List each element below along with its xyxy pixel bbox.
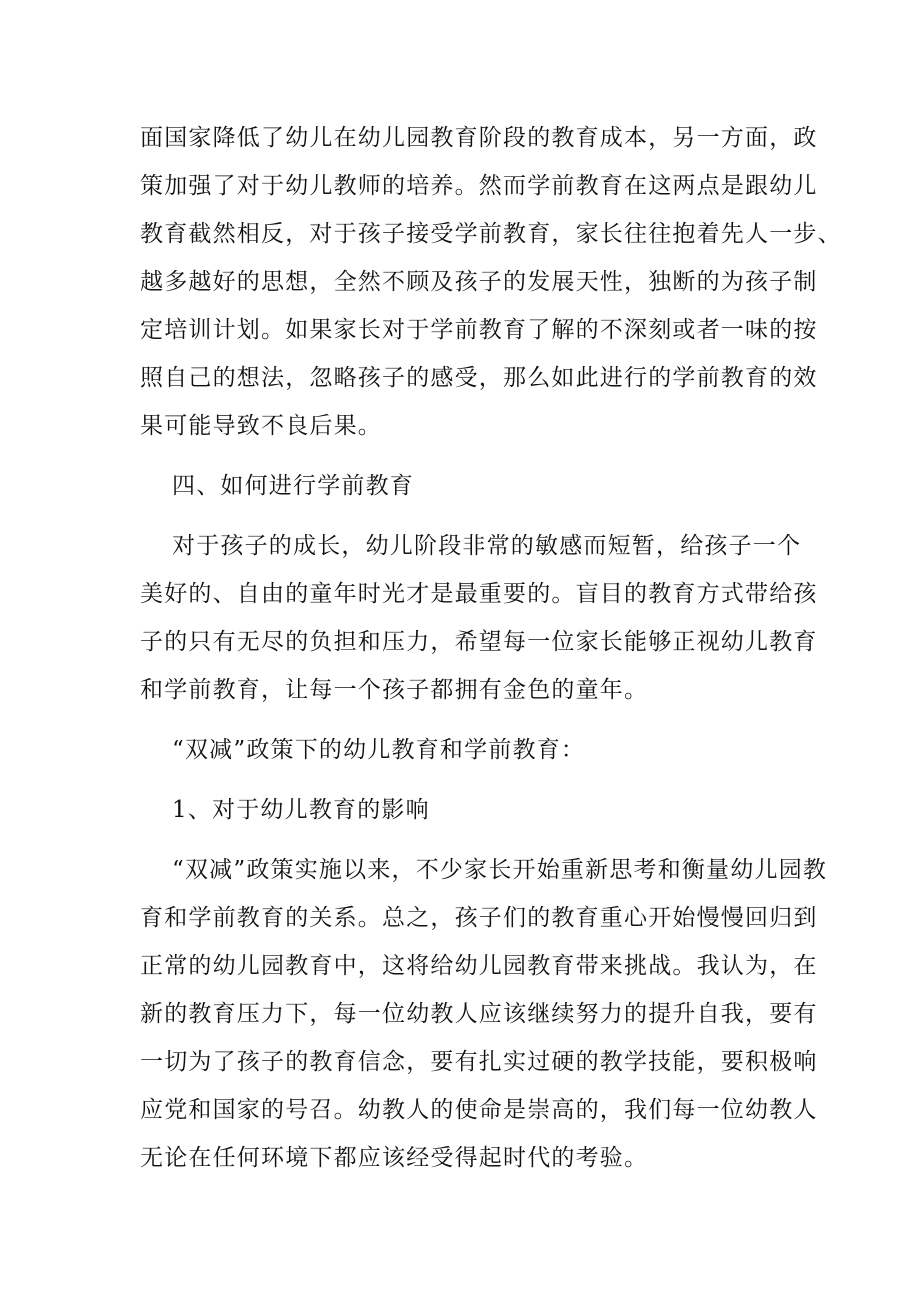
- text-line: 果可能导致不良后果。: [140, 413, 382, 439]
- text-line: 子的只有无尽的负担和压力，希望每一位家长能够正视幼儿教育: [140, 629, 818, 655]
- paragraph-spacer: [140, 510, 785, 522]
- subheading-one: [140, 786, 785, 834]
- subheading-text: 1、对于幼儿教育的影响: [172, 797, 430, 823]
- paragraph-growth: [140, 522, 818, 714]
- paragraph-continuation: [140, 114, 842, 450]
- text-line: 正常的幼儿园教育中，这将给幼儿园教育带来挑战。我认为，在: [140, 953, 818, 979]
- text-line: 无论在任何环境下都应该经受得起时代的考验。: [140, 1145, 649, 1171]
- paragraph-impact: [140, 846, 828, 1182]
- text-line: 和学前教育，让每一个孩子都拥有金色的童年。: [140, 677, 649, 703]
- text-line: 育和学前教育的关系。总之，孩子们的教育重心开始慢慢回归到: [140, 905, 818, 931]
- paragraph-spacer: [140, 834, 785, 846]
- text-line: 美好的、自由的童年时光才是最重要的。盲目的教育方式带给孩: [140, 581, 818, 607]
- text-line: 应党和国家的号召。幼教人的使命是崇高的，我们每一位幼教人: [140, 1097, 818, 1123]
- text-line: 定培训计划。如果家长对于学前教育了解的不深刻或者一味的按: [140, 317, 818, 343]
- text-line: 一切为了孩子的教育信念，要有扎实过硬的教学技能，要积极响: [140, 1049, 818, 1075]
- double-reduction-heading: [140, 726, 785, 774]
- section-heading-four: [140, 462, 785, 510]
- paragraph-spacer: [140, 774, 785, 786]
- text-line: 越多越好的思想，全然不顾及孩子的发展天性，独断的为孩子制: [140, 269, 818, 295]
- paragraph-spacer: [140, 714, 785, 726]
- text-line: 对于孩子的成长，幼儿阶段非常的敏感而短暂，给孩子一个: [172, 533, 802, 559]
- text-line: 策加强了对于幼儿教师的培养。然而学前教育在这两点是跟幼儿: [140, 173, 818, 199]
- paragraph-spacer: [140, 450, 785, 462]
- text-line: 面国家降低了幼儿在幼儿园教育阶段的教育成本，另一方面，政: [140, 125, 818, 151]
- text-line: 新的教育压力下，每一位幼教人应该继续努力的提升自我，要有: [140, 1001, 818, 1027]
- heading-text: “双减”政策下的幼儿教育和学前教育：: [172, 737, 586, 763]
- document-body: [140, 114, 842, 1182]
- text-line: 照自己的想法，忽略孩子的感受，那么如此进行的学前教育的效: [140, 365, 818, 391]
- section-heading-text: 四、如何进行学前教育: [172, 473, 414, 499]
- text-line: 教育截然相反，对于孩子接受学前教育，家长往往抱着先人一步、: [140, 221, 842, 247]
- text-line: “双减”政策实施以来，不少家长开始重新思考和衡量幼儿园教: [172, 857, 828, 883]
